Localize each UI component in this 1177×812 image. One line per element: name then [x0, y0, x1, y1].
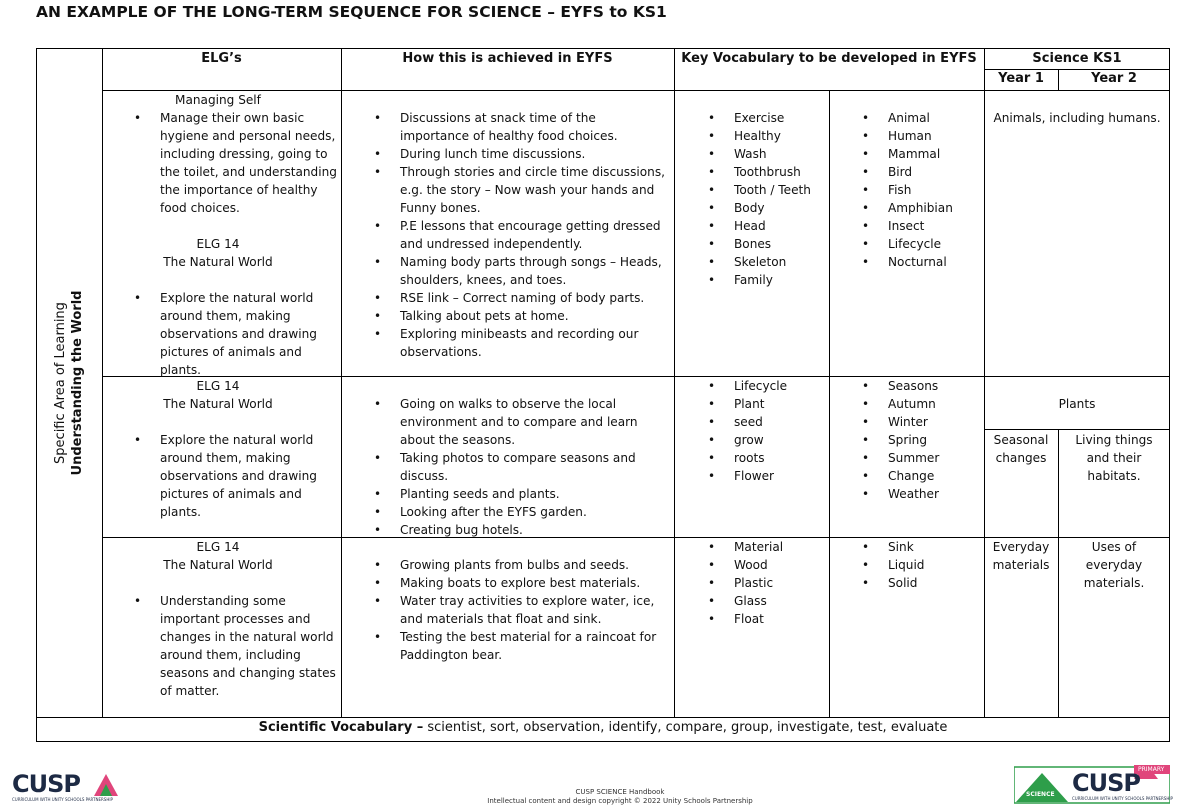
list-item: • Bird: [862, 163, 982, 181]
header-how: How this is achieved in EYFS: [402, 51, 613, 66]
col-line-how: [341, 48, 342, 718]
row2-vocab-1: [708, 377, 828, 485]
list-item: • Discussions at snack time of the importance of healthy food choices.: [374, 109, 666, 145]
scientific-vocabulary: [36, 718, 1170, 741]
row2-ks1-year2: Living things and their habitats.: [1075, 433, 1153, 483]
table-border-top: [36, 48, 1170, 49]
list-item: • Testing the best material for a raincoat for Paddington bear.: [374, 628, 666, 664]
cusp-logo-left: [10, 770, 120, 804]
row1-vocab-2: [862, 109, 982, 271]
list-item: • Lifecycle: [708, 377, 828, 395]
list-item: • Creating bug hotels.: [374, 521, 666, 539]
side-label-area: Specific Area of Learning: [53, 302, 68, 464]
cusp-logo-right: [1014, 765, 1173, 805]
list-item: • Naming body parts through songs – Heads, shoulders, knees, and toes.: [374, 253, 666, 289]
row2-elg-heading-b: The Natural World: [163, 397, 273, 411]
list-item: • Autumn: [862, 395, 982, 413]
col-line-vocab: [674, 48, 675, 718]
list-item: • Explore the natural world around them, making observations and drawing pictures of animals and plants.: [134, 289, 338, 379]
list-item: • roots: [708, 449, 828, 467]
list-item: • Weather: [862, 485, 982, 503]
list-item: • Wash: [708, 145, 828, 163]
plants-divider-line: [984, 429, 1170, 430]
row3-ks1-year2: Uses of everyday materials.: [1083, 540, 1145, 590]
scientific-vocabulary-words: scientist, sort, observation, identify, compare, group, investigate, test, evaluate: [423, 720, 948, 735]
header-year1: Year 1: [998, 71, 1044, 86]
row1-ks1: Animals, including humans.: [993, 111, 1161, 125]
list-item: • Bones: [708, 235, 828, 253]
list-item: • Exploring minibeasts and recording our observations.: [374, 325, 666, 361]
row2-how: [374, 395, 666, 539]
scientific-vocabulary-label: Scientific Vocabulary –: [258, 720, 424, 735]
list-item: • Taking photos to compare seasons and discuss.: [374, 449, 666, 485]
list-item: • grow: [708, 431, 828, 449]
row3-how: [374, 556, 666, 664]
list-item: • Planting seeds and plants.: [374, 485, 666, 503]
col-line-year-split-lower: [1058, 429, 1059, 718]
list-item: • Wood: [708, 556, 828, 574]
row3-vocab-2: [862, 538, 982, 592]
header-vocab: Key Vocabulary to be developed in EYFS: [681, 51, 977, 66]
row2-elg-heading-a: ELG 14: [196, 379, 240, 393]
col-line-elg: [102, 48, 103, 718]
list-item: • Change: [862, 467, 982, 485]
list-item: • Skeleton: [708, 253, 828, 271]
row3-vocab-1: [708, 538, 828, 628]
list-item: • Seasons: [862, 377, 982, 395]
row1-elg-heading-2b: The Natural World: [163, 255, 273, 269]
header-year2: Year 2: [1091, 71, 1137, 86]
row2-vocab-2: [862, 377, 982, 503]
list-item: • Healthy: [708, 127, 828, 145]
side-label: [36, 48, 102, 718]
list-item: • Through stories and circle time discussions, e.g. the story – Now wash your hands and Funny bones.: [374, 163, 666, 217]
list-item: • Human: [862, 127, 982, 145]
list-item: • Plastic: [708, 574, 828, 592]
list-item: • Summer: [862, 449, 982, 467]
list-item: • Looking after the EYFS garden.: [374, 503, 666, 521]
list-item: • Toothbrush: [708, 163, 828, 181]
side-label-subject: Understanding the World: [70, 290, 85, 476]
page-footer: [420, 788, 820, 806]
list-item: • Understanding some important processes and changes in the natural world around them, including seasons and changing states of matter.: [134, 592, 338, 700]
list-item: • Going on walks to observe the local environment and to compare and learn about the seasons.: [374, 395, 666, 449]
row3-elg-heading-a: ELG 14: [196, 540, 240, 554]
row2-elg: [110, 377, 338, 521]
page-title: AN EXAMPLE OF THE LONG-TERM SEQUENCE FOR SCIENCE – EYFS to KS1: [36, 3, 667, 21]
row1-elg-heading: Managing Self: [175, 93, 261, 107]
list-item: • Tooth / Teeth: [708, 181, 828, 199]
row1-how-list: [374, 109, 666, 361]
list-item: • Spring: [862, 431, 982, 449]
header-science-ks1: Science KS1: [1032, 51, 1122, 66]
cusp-logo-right-science: SCIENCE: [1026, 791, 1055, 798]
list-item: • Fish: [862, 181, 982, 199]
col-line-vocab-split: [829, 90, 830, 718]
row2-ks1-year1: Seasonal changes: [993, 433, 1049, 465]
list-item: • Exercise: [708, 109, 828, 127]
list-item: • Manage their own basic hygiene and personal needs, including dressing, going to the toilet, and understanding the importance of healthy food choices.: [134, 109, 338, 217]
cusp-logo-right-text: CUSP: [1072, 769, 1140, 797]
row2-ks1-plants: Plants: [1058, 397, 1096, 411]
list-item: • During lunch time discussions.: [374, 145, 666, 163]
row1-how: [374, 109, 666, 361]
list-item: • Talking about pets at home.: [374, 307, 666, 325]
list-item: • RSE link – Correct naming of body parts.: [374, 289, 666, 307]
row3-ks1-year1: Everyday materials: [992, 540, 1050, 572]
table-border-right: [1169, 48, 1170, 742]
list-item: • Glass: [708, 592, 828, 610]
row1-elg-bullets-1: [134, 109, 338, 217]
row3-elg-heading-b: The Natural World: [163, 558, 273, 572]
list-item: • Sink: [862, 538, 982, 556]
list-item: • Head: [708, 217, 828, 235]
cusp-logo-right-tag: PRIMARY: [1138, 766, 1165, 773]
list-item: • Mammal: [862, 145, 982, 163]
row3-elg-bullets: [134, 592, 338, 700]
list-item: • seed: [708, 413, 828, 431]
cusp-logo-left-subtitle: CURRICULUM WITH UNITY SCHOOLS PARTNERSHIP: [12, 797, 113, 802]
list-item: • P.E lessons that encourage getting dressed and undressed independently.: [374, 217, 666, 253]
list-item: • Explore the natural world around them, making observations and drawing pictures of animals and plants.: [134, 431, 338, 521]
list-item: • Amphibian: [862, 199, 982, 217]
list-item: • Float: [708, 610, 828, 628]
list-item: • Insect: [862, 217, 982, 235]
list-item: • Family: [708, 271, 828, 289]
list-item: • Making boats to explore best materials.: [374, 574, 666, 592]
list-item: • Solid: [862, 574, 982, 592]
list-item: • Plant: [708, 395, 828, 413]
cusp-logo-left-text: CUSP: [12, 770, 80, 798]
row1-vocab-1: [708, 109, 828, 289]
list-item: • Flower: [708, 467, 828, 485]
list-item: • Lifecycle: [862, 235, 982, 253]
row2-elg-bullets: [134, 431, 338, 521]
list-item: • Water tray activities to explore water, ice, and materials that float and sink.: [374, 592, 666, 628]
col-line-ks1: [984, 48, 985, 718]
row1-elg: [110, 91, 338, 379]
list-item: • Winter: [862, 413, 982, 431]
header-elg: ELG’s: [201, 51, 242, 66]
list-item: • Growing plants from bulbs and seeds.: [374, 556, 666, 574]
table-border-bottom: [36, 741, 1170, 742]
footer-copyright: Intellectual content and design copyright © 2022 Unity Schools Partnership: [487, 797, 753, 805]
list-item: • Body: [708, 199, 828, 217]
row1-elg-bullets-2: [134, 289, 338, 379]
list-item: • Nocturnal: [862, 253, 982, 271]
list-item: • Liquid: [862, 556, 982, 574]
list-item: • Material: [708, 538, 828, 556]
list-item: • Animal: [862, 109, 982, 127]
cusp-logo-right-subtitle: CURRICULUM WITH UNITY SCHOOLS PARTNERSHIP: [1072, 796, 1173, 801]
row3-elg: [110, 538, 338, 700]
row1-elg-heading-2a: ELG 14: [196, 237, 240, 251]
footer-handbook: CUSP SCIENCE Handbook: [575, 788, 665, 796]
